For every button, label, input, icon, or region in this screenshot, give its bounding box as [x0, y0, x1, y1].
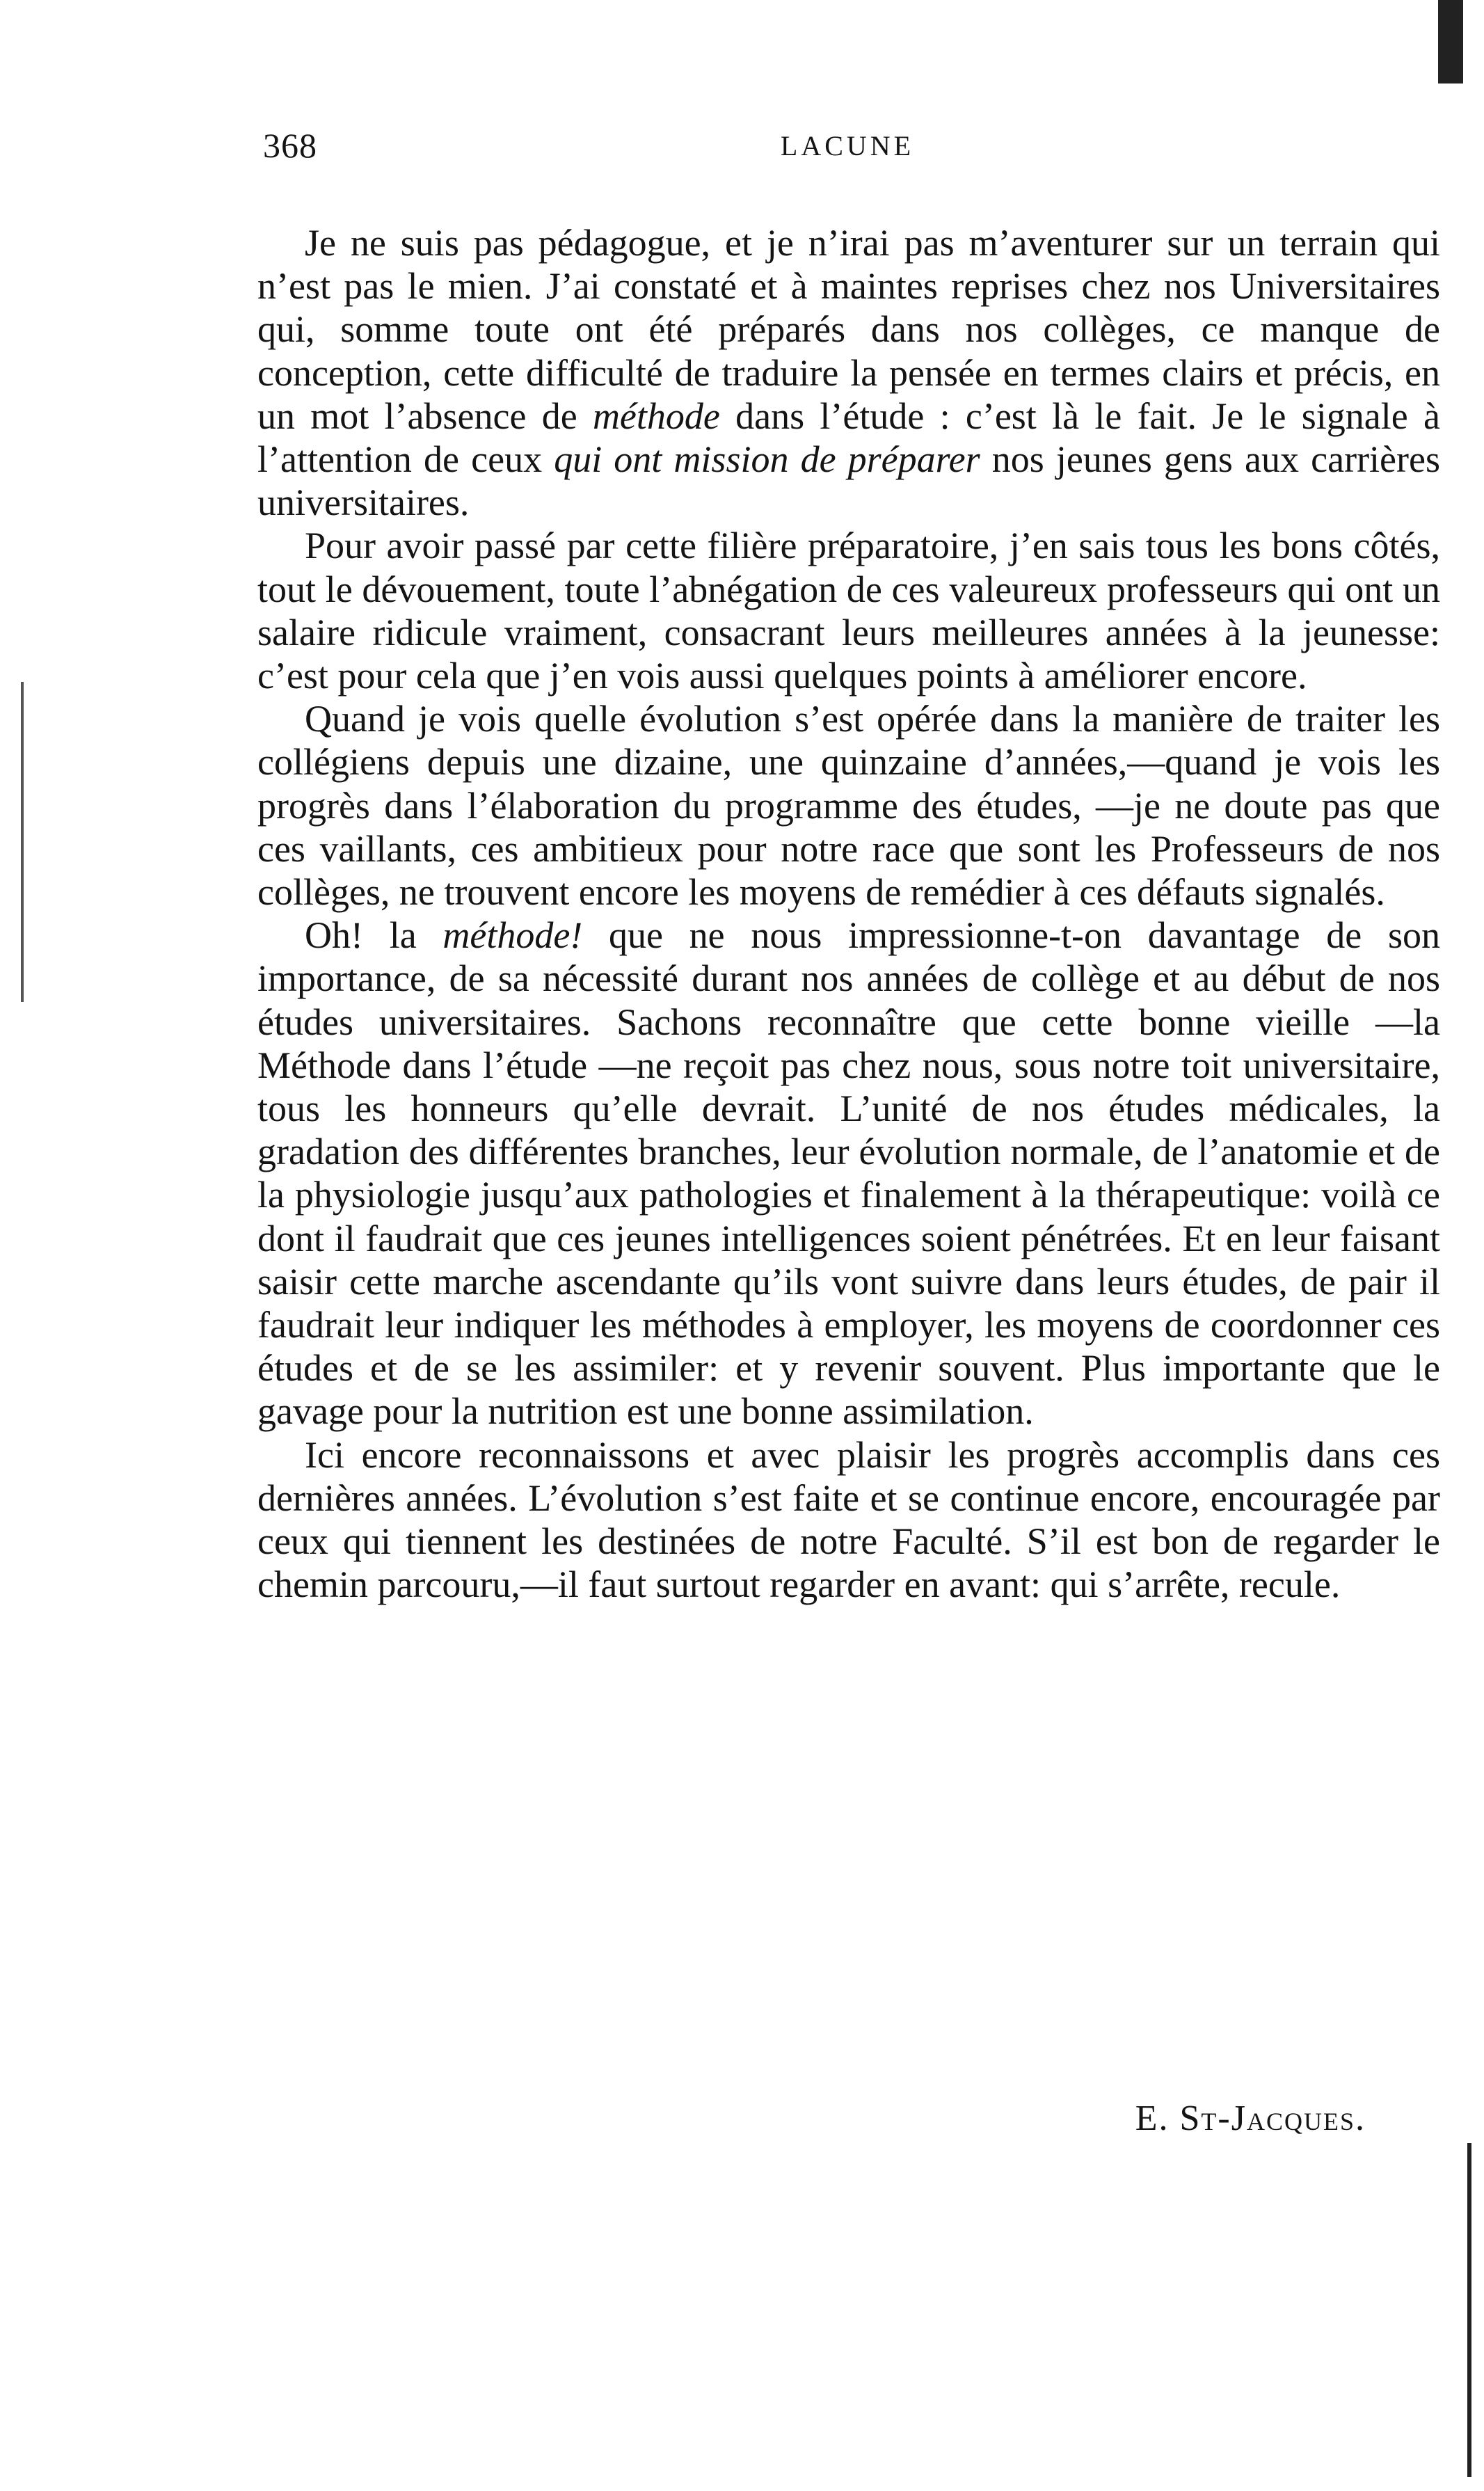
text-run: nos jeunes gens aux carrières universitaires. [257, 438, 1440, 524]
italic-phrase: qui ont mission de préparer [554, 438, 980, 481]
signature-initial: E. [1135, 2099, 1180, 2138]
paragraph-p1 [257, 221, 1440, 524]
paragraph-p2 [257, 524, 1440, 697]
scan-edge-mark-right [1467, 2143, 1471, 2477]
running-head: LACUNE [780, 130, 915, 161]
text-run: Pour avoir passé par cette filière préparatoire, j’en sais tous les bons côtés, tout le dévouement, toute l’abnégation de ces valeureux professeurs qui ont un salaire ridicule vraiment, consacrant leurs meilleures années à la jeunesse: c’est pour cela que j’en vois aussi quelques points à améliorer encore. [257, 525, 1440, 697]
paragraph-p3 [257, 697, 1440, 914]
page-number: 368 [263, 126, 317, 165]
paragraph-p4 [257, 914, 1440, 1433]
author-signature [1135, 2098, 1366, 2139]
text-run: Quand je vois quelle évolution s’est opérée dans la manière de traiter les collégiens depuis une dizaine, une quinzaine d’années,—quand je vois les progrès dans l’élaboration du programme des études, —je ne doute pas que ces vaillants, ces ambitieux pour notre race que sont les Professeurs de nos collèges, ne trouvent encore les moyens de remédier à ces défauts signalés. [257, 698, 1440, 914]
text-run: Oh! la [305, 914, 443, 957]
page-header [263, 125, 1432, 181]
text-run: Je ne suis pas pédagogue, et je n’irai pas m’aventurer sur un terrain qui n’est pas le mien. J’ai constaté et à maintes reprises chez nos Universitaires qui, somme toute ont été préparés dans nos collèges, ce manque de conception, cette difficulté de traduire la pensée en termes clairs et précis, en un mot l’absence de [257, 222, 1440, 437]
text-run: Ici encore reconnaissons et avec plaisir les progrès accomplis dans ces dernières années. L’évolution s’est faite et se continue encore, encouragée par ceux qui tiennent les destinées de notre Faculté. S’il est bon de regarder le chemin parcouru,—il faut surtout regarder en avant: qui s’arrête, recule. [257, 1433, 1440, 1606]
scan-edge-mark-top-right [1438, 0, 1463, 83]
text-run: dans l’étude : c’est là le fait. Je le signale à l’attention de ceux [257, 395, 1440, 481]
scan-edge-mark-left [21, 682, 24, 1002]
text-run: que ne nous impressionne-t-on davantage de son importance, de sa nécessité durant nos années de collège et au début de nos études universitaires. Sachons reconnaître que cette bonne vieille —la Méthode dans l’étude —ne reçoit pas chez nous, sous notre toit universitaire, tous les honneurs qu’elle devrait. L’unité de nos études médicales, la gradation des différentes branches, leur évolution normale, de l’anatomie et de la physiologie jusqu’aux pathologies et finalement à la thérapeutique: voilà ce dont il faudrait que ces jeunes intelligences soient pénétrées. Et en leur faisant saisir cette marche ascendante qu’ils vont suivre dans leurs études, de pair il faudrait leur indiquer les méthodes à employer, les moyens de coordonner ces études et de se les assimiler: et y revenir souvent. Plus importante que le gavage pour la nutrition est une bonne assimilation. [257, 914, 1440, 1433]
paragraph-p5 [257, 1433, 1440, 1607]
signature-name: St-Jacques. [1179, 2099, 1366, 2138]
italic-phrase: méthode [592, 395, 720, 437]
italic-phrase: méthode! [442, 914, 583, 957]
article-body [257, 221, 1440, 1607]
